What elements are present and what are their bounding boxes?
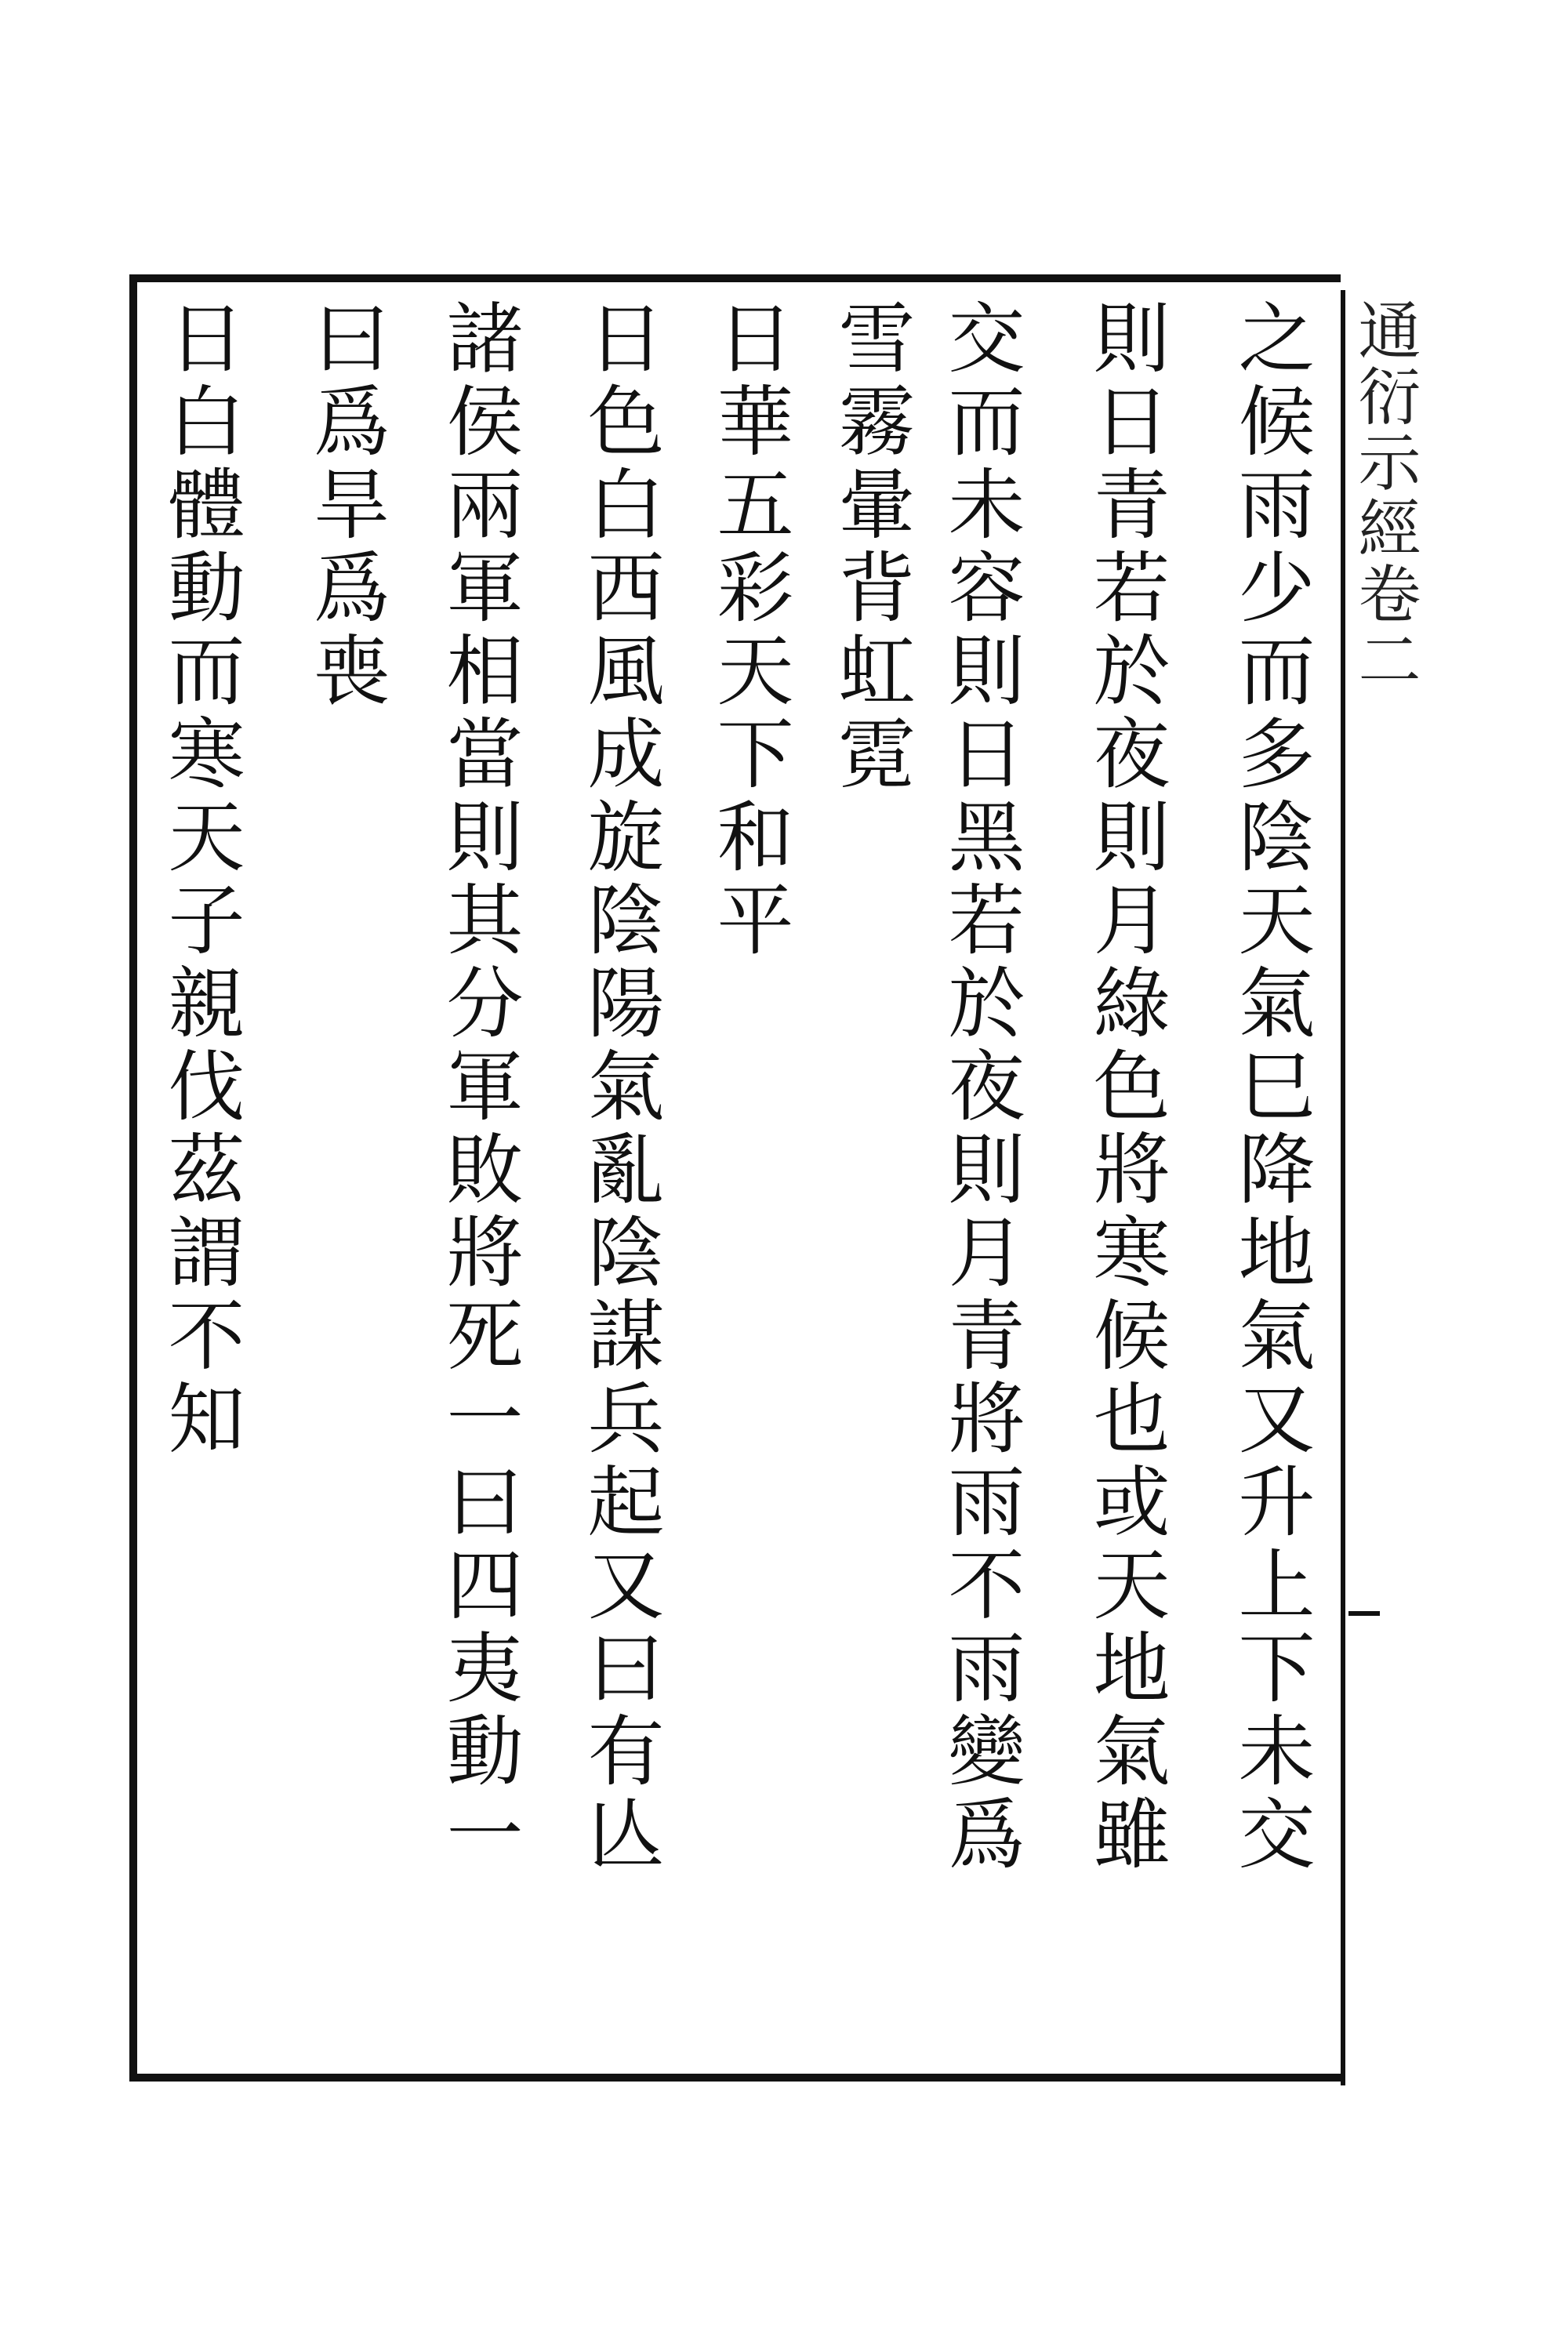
- text-column-3: 交而未容則日黑若於夜則月青將雨不雨變爲: [935, 298, 1025, 1877]
- text-column-2: 則日青若於夜則月綠色將寒候也或天地氣雖: [1080, 298, 1170, 1877]
- text-column-1: 之候雨少而多陰天氣巳降地氣又升上下未交: [1225, 298, 1315, 1877]
- text-column-4: 雪霧暈背虹霓: [826, 298, 915, 797]
- text-column-9: 日白體動而寒天子親伐茲謂不知: [155, 298, 245, 1461]
- text-column-7: 諸侯兩軍相當則其分軍敗將死一曰四夷動一: [434, 298, 523, 1877]
- margin-rule: [1341, 290, 1345, 2085]
- text-column-8: 曰爲旱爲喪: [300, 298, 390, 713]
- text-column-5: 日華五彩天下和平: [704, 298, 793, 963]
- text-column-6: 日色白西風成旋陰陽氣亂陰謀兵起又曰有亾: [575, 298, 664, 1877]
- margin-tick: [1348, 1611, 1380, 1616]
- margin-label: 通衍示經卷二: [1348, 298, 1421, 693]
